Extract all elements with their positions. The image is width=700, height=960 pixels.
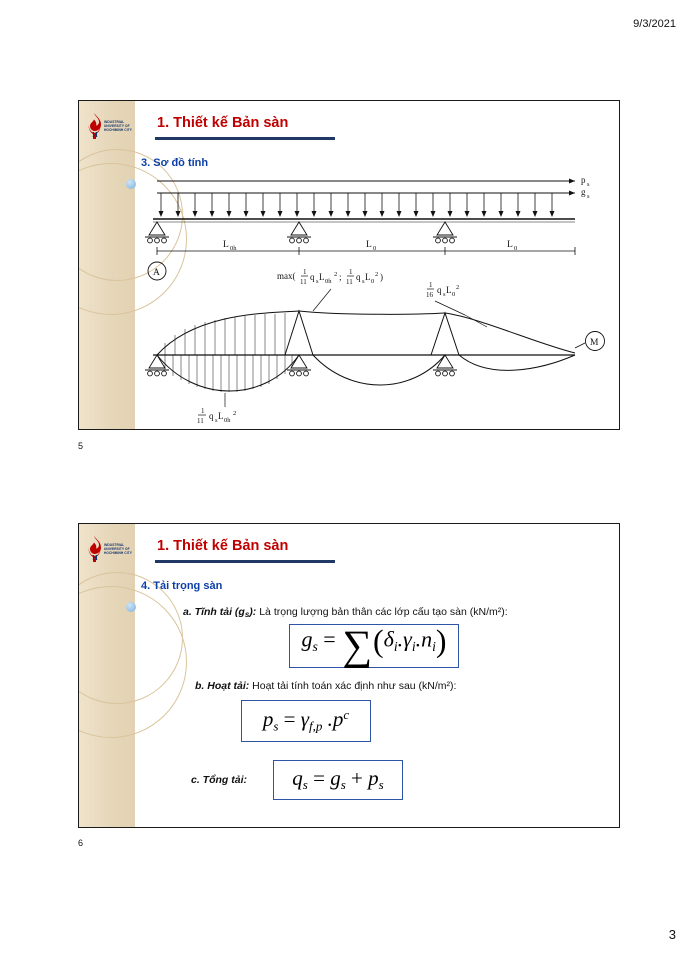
svg-text:H: H	[92, 131, 98, 139]
svg-text:11: 11	[197, 417, 204, 425]
svg-text:L: L	[319, 272, 325, 282]
formula-box-hoat-tai	[241, 700, 371, 742]
svg-text:11: 11	[346, 278, 353, 286]
svg-text:max(: max(	[277, 271, 296, 281]
page-number: 3	[668, 927, 676, 942]
item-a-label-sub: s	[244, 610, 250, 619]
logo-text: INDUSTRIAL UNIVERSITY OF HOCHIMINH CITY	[104, 542, 132, 556]
title-underline	[155, 560, 335, 563]
slide-title: 1. Thiết kế Bản sàn	[157, 115, 289, 131]
svg-text:L: L	[223, 240, 229, 250]
svg-text:M: M	[590, 338, 599, 348]
formula-ps: $p_s = \gamma_{f,p}$ $.p^c$	[262, 707, 350, 734]
svg-text:0h: 0h	[230, 245, 237, 252]
svg-text:0h: 0h	[224, 417, 231, 424]
item-b-label: b. Hoạt tải:	[195, 680, 250, 692]
svg-text:q: q	[356, 272, 361, 282]
svg-text:s: s	[215, 417, 218, 424]
svg-text:s: s	[587, 181, 590, 188]
svg-text:11: 11	[300, 278, 307, 286]
svg-text:;: ;	[339, 272, 342, 282]
title-underline	[155, 137, 335, 140]
item-a-text: Là trọng lượng bản thân các lớp cấu tạo sàn (kN/m²):	[259, 606, 508, 618]
svg-text:0: 0	[373, 245, 377, 252]
slide-side-band	[79, 101, 135, 429]
svg-text:1: 1	[349, 268, 353, 276]
item-c-line	[191, 774, 247, 786]
svg-text:2: 2	[334, 271, 338, 278]
item-a-line	[183, 606, 508, 619]
university-logo	[87, 534, 133, 564]
item-a-label: a. Tĩnh tải (g	[183, 606, 245, 618]
slide-title: 1. Thiết kế Bản sàn	[157, 538, 289, 554]
svg-text:A: A	[153, 268, 160, 278]
svg-text:0: 0	[371, 278, 375, 285]
svg-text:s: s	[443, 291, 446, 298]
svg-text:H: H	[92, 554, 98, 562]
slide-page-number: 5	[78, 441, 84, 451]
formula-qs: $q_s = g_s + p_s$	[292, 766, 384, 793]
svg-text:q: q	[437, 285, 442, 295]
svg-text:s: s	[362, 278, 365, 285]
formula-gs: $g_s = \sum(\delta_i.\gamma_i.n_i)$	[301, 623, 447, 669]
svg-text:0h: 0h	[325, 278, 332, 285]
slide-6	[78, 523, 620, 828]
svg-text:): )	[380, 272, 383, 282]
svg-text:s: s	[587, 193, 590, 200]
flame-icon	[87, 536, 102, 562]
item-b-text: Hoạt tải tính toán xác định như sau (kN/m²):	[252, 680, 457, 692]
svg-text:g: g	[581, 187, 586, 197]
slide-5	[78, 100, 620, 430]
svg-text:1: 1	[429, 281, 433, 289]
item-a-label-end: ):	[249, 606, 257, 618]
svg-text:1: 1	[201, 407, 205, 415]
svg-text:p: p	[581, 175, 586, 185]
svg-text:0: 0	[452, 291, 456, 298]
university-logo	[87, 111, 133, 141]
formula-box-tong-tai	[273, 760, 403, 800]
svg-text:L: L	[446, 285, 452, 295]
logo-text: INDUSTRIAL UNIVERSITY OF HOCHIMINH CITY	[104, 119, 132, 133]
item-c-label: c. Tổng tải:	[191, 774, 247, 786]
flame-icon	[87, 113, 102, 139]
page-date: 9/3/2021	[633, 18, 676, 30]
svg-text:2: 2	[233, 410, 237, 417]
beam-diagram	[135, 163, 619, 429]
item-b-line	[195, 680, 456, 692]
svg-text:2: 2	[375, 271, 379, 278]
svg-text:q: q	[310, 272, 315, 282]
formula-box-tinh-tai	[289, 624, 459, 668]
svg-text:2: 2	[456, 284, 460, 291]
svg-text:0: 0	[514, 245, 518, 252]
slide-side-band	[79, 524, 135, 827]
svg-text:L: L	[507, 240, 513, 250]
svg-text:1: 1	[303, 268, 307, 276]
svg-text:L: L	[365, 272, 371, 282]
svg-text:s: s	[316, 278, 319, 285]
svg-text:q: q	[209, 411, 214, 421]
slide-page-number: 6	[78, 838, 84, 848]
svg-text:16: 16	[426, 291, 433, 299]
bullet-dot	[126, 602, 136, 612]
slide-subheading: 4. Tải trọng sàn	[141, 580, 223, 592]
svg-text:L: L	[366, 240, 372, 250]
svg-text:L: L	[218, 411, 224, 421]
slide-subheading: 3. Sơ đồ tính	[141, 157, 209, 169]
